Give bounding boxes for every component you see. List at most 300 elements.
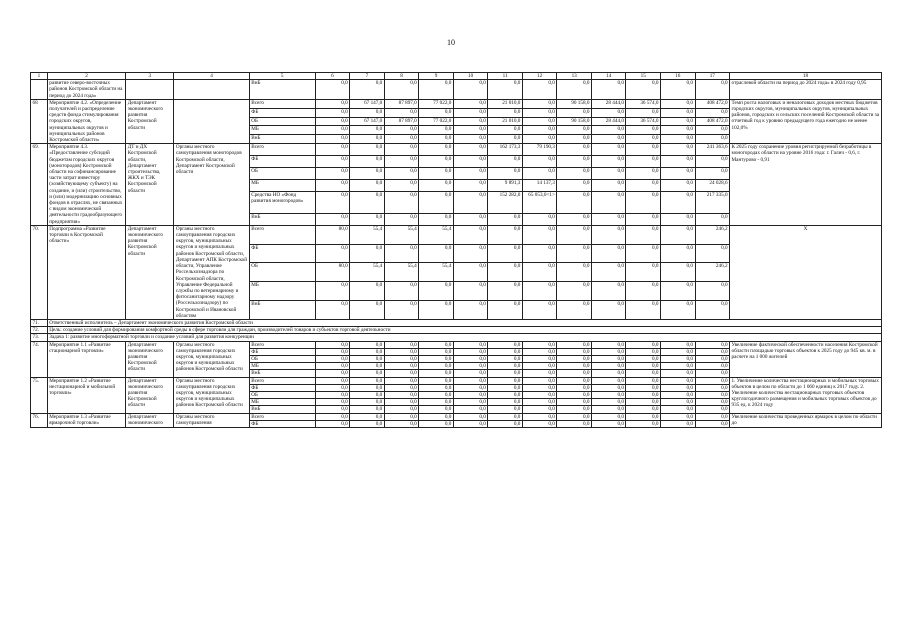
co-executors: Органы местного самоуправления монотородов Костромской области, Департамент Костромской области: [174, 144, 249, 226]
amount-cell: 0,0: [591, 355, 626, 362]
amount-cell: 0,0: [695, 301, 730, 320]
amount-cell: 0,0: [591, 377, 626, 384]
funding-source: ФБ: [249, 348, 315, 355]
amount-cell: 0,0: [591, 225, 626, 244]
amount-cell: 0,0: [315, 144, 350, 156]
amount-cell: 0,0: [350, 363, 385, 370]
amount-cell: 0,0: [350, 391, 385, 398]
amount-cell: 0,0: [488, 301, 523, 320]
amount-cell: 0,0: [557, 399, 592, 406]
column-number: 10: [453, 73, 488, 80]
amount-cell: 90 158,0: [557, 117, 592, 126]
amount-cell: 0,0: [626, 126, 661, 135]
amount-cell: 0,0: [453, 156, 488, 168]
row-number: [31, 80, 48, 100]
amount-cell: 0,0: [350, 413, 385, 420]
amount-cell: 0,0: [384, 213, 419, 225]
responsible-executor: Департамент экономического: [126, 413, 174, 427]
amount-cell: 0,0: [557, 263, 592, 282]
amount-cell: 0,0: [315, 213, 350, 225]
amount-cell: 0,0: [626, 282, 661, 301]
funding-source: ВнБ: [249, 213, 315, 225]
amount-cell: 0,0: [626, 301, 661, 320]
amount-cell: 0,0: [488, 282, 523, 301]
amount-cell: 0,0: [384, 108, 419, 117]
table-row: [31, 144, 882, 156]
amount-cell: 0,0: [453, 126, 488, 135]
amount-cell: 0,0: [522, 391, 557, 398]
row-number: 74.: [31, 341, 48, 377]
amount-cell: 0,0: [522, 399, 557, 406]
amount-cell: 246,2: [695, 263, 730, 282]
amount-cell: 0,0: [453, 282, 488, 301]
funding-source: МБ: [249, 282, 315, 301]
row-number: 70.: [31, 225, 48, 319]
amount-cell: 55,4: [384, 225, 419, 244]
amount-cell: 0,0: [419, 126, 454, 135]
amount-cell: 0,0: [660, 391, 695, 398]
amount-cell: 0,0: [315, 384, 350, 391]
amount-cell: 0,0: [384, 179, 419, 191]
amount-cell: 0,0: [557, 156, 592, 168]
section-text: Цель: создание условий для формирования комфортной среды в сфере торговли для граждан, производителей товаров и субъектов торговой деятельности: [47, 327, 881, 334]
activity-name: Подпрограмма «Развитие торговли в Костромской области»: [47, 225, 126, 319]
amount-cell: 0,0: [453, 406, 488, 413]
amount-cell: 0,0: [660, 301, 695, 320]
funding-source: ОБ: [249, 355, 315, 362]
amount-cell: 0,0: [350, 355, 385, 362]
amount-cell: 0,0: [453, 144, 488, 156]
amount-cell: 0,0: [522, 263, 557, 282]
amount-cell: 0,0: [626, 108, 661, 117]
amount-cell: 0,0: [695, 126, 730, 135]
column-number: 12: [522, 73, 557, 80]
amount-cell: 0,0: [695, 413, 730, 420]
amount-cell: 0,0: [488, 348, 523, 355]
amount-cell: 0,0: [660, 213, 695, 225]
amount-cell: 0,0: [626, 355, 661, 362]
amount-cell: 0,0: [660, 355, 695, 362]
column-number: 18: [730, 73, 882, 80]
funding-source: МБ: [249, 179, 315, 191]
amount-cell: 0,0: [591, 370, 626, 377]
amount-cell: 0,0: [419, 301, 454, 320]
amount-cell: 0,0: [626, 263, 661, 282]
amount-cell: 0,0: [453, 348, 488, 355]
amount-cell: 0,0: [522, 244, 557, 263]
amount-cell: 0,0: [350, 108, 385, 117]
amount-cell: 0,0: [350, 179, 385, 191]
funding-source: ВнБ: [249, 80, 315, 100]
target-indicator: Увеличение фактической обеспеченности населения Костромской области площадью торговых объектов к 2025 году до 945 кв. м. в расчете на 1 000 жителей: [730, 341, 882, 377]
amount-cell: 0,0: [660, 108, 695, 117]
amount-cell: 0,0: [695, 341, 730, 348]
amount-cell: 0,0: [695, 420, 730, 427]
funding-source: Всего: [249, 99, 315, 108]
responsible-executor: Департамент экономического развития Костромской области: [126, 225, 174, 319]
amount-cell: 0,0: [315, 244, 350, 263]
amount-cell: 0,0: [453, 370, 488, 377]
amount-cell: 0,0: [488, 80, 523, 100]
amount-cell: 0,0: [660, 370, 695, 377]
amount-cell: 0,0: [384, 391, 419, 398]
amount-cell: 0,0: [626, 225, 661, 244]
amount-cell: 0,0: [419, 384, 454, 391]
amount-cell: 0,0: [522, 168, 557, 180]
amount-cell: 0,0: [660, 420, 695, 427]
amount-cell: 0,0: [660, 413, 695, 420]
amount-cell: 0,0: [488, 126, 523, 135]
amount-cell: 0,0: [384, 282, 419, 301]
amount-cell: 0,0: [315, 348, 350, 355]
amount-cell: 0,0: [384, 80, 419, 100]
funding-source: МБ: [249, 126, 315, 135]
target-indicator: отраслевой области на период до 2024 года» в 2024 году 0,95: [730, 80, 882, 100]
table-row: [31, 80, 882, 100]
amount-cell: 0,0: [453, 213, 488, 225]
column-number: 8: [384, 73, 419, 80]
activity-name: Мероприятие 4.2. «Определение получателей и распределение средств фонда стимулирования городских округов, муниципальных округов и муниципальных районов Костромской области»: [47, 99, 126, 143]
section-row: [31, 334, 882, 341]
amount-cell: 0,0: [453, 341, 488, 348]
funding-source: ВнБ: [249, 301, 315, 320]
funding-source: МБ: [249, 363, 315, 370]
amount-cell: 0,0: [488, 168, 523, 180]
amount-cell: 0,0: [315, 126, 350, 135]
amount-cell: 0,0: [626, 384, 661, 391]
amount-cell: 0,0: [591, 168, 626, 180]
amount-cell: 0,0: [384, 355, 419, 362]
amount-cell: 0,0: [660, 384, 695, 391]
amount-cell: 0,0: [591, 126, 626, 135]
amount-cell: 0,0: [522, 117, 557, 126]
amount-cell: 87 897,0: [384, 117, 419, 126]
amount-cell: 0,0: [488, 363, 523, 370]
section-text: Ответственный исполнитель – Департамент экономического развития Костромской области: [47, 319, 881, 326]
amount-cell: 0,0: [419, 348, 454, 355]
amount-cell: 0,0: [453, 413, 488, 420]
header-row: [31, 73, 882, 80]
amount-cell: 0,0: [695, 384, 730, 391]
amount-cell: 0,0: [488, 384, 523, 391]
amount-cell: 0,0: [315, 355, 350, 362]
amount-cell: 0,0: [488, 341, 523, 348]
column-number: 9: [419, 73, 454, 80]
amount-cell: 0,0: [453, 399, 488, 406]
target-indicator: 1. Увеличение количества нестационарных и мобильных торговых объектов в целом по области до 1 060 единиц к 2017 году. 2. Увеличение количества нестационарных торговых объектов круглогодичного размещения и мобильных торговых объектов до 935 ед. к 2024 году: [730, 377, 882, 413]
section-row: [31, 319, 882, 326]
amount-cell: 0,0: [522, 420, 557, 427]
amount-cell: 0,0: [660, 244, 695, 263]
amount-cell: 0,0: [384, 420, 419, 427]
amount-cell: 0,0: [350, 420, 385, 427]
amount-cell: 0,0: [695, 135, 730, 144]
funding-source: ОБ: [249, 391, 315, 398]
amount-cell: 0,0: [626, 80, 661, 100]
amount-cell: 0,0: [557, 384, 592, 391]
amount-cell: 0,0: [626, 377, 661, 384]
funding-source: ВнБ: [249, 370, 315, 377]
amount-cell: 0,0: [522, 135, 557, 144]
amount-cell: 0,0: [591, 191, 626, 213]
amount-cell: 0,0: [591, 135, 626, 144]
amount-cell: 0,0: [419, 363, 454, 370]
amount-cell: 0,0: [557, 377, 592, 384]
column-number: 6: [315, 73, 350, 80]
amount-cell: 9 891,3: [488, 179, 523, 191]
funding-source: ФБ: [249, 420, 315, 427]
amount-cell: 0,0: [626, 348, 661, 355]
amount-cell: 0,0: [522, 99, 557, 108]
amount-cell: 0,0: [660, 263, 695, 282]
amount-cell: 0,0: [660, 348, 695, 355]
amount-cell: 0,0: [488, 420, 523, 427]
column-number: 4: [174, 73, 249, 80]
amount-cell: 0,0: [626, 399, 661, 406]
funding-source: ФБ: [249, 108, 315, 117]
amount-cell: 0,0: [695, 168, 730, 180]
row-number: 72.: [31, 327, 48, 334]
amount-cell: 0,0: [557, 420, 592, 427]
amount-cell: 0,0: [350, 191, 385, 213]
amount-cell: 0,0: [660, 126, 695, 135]
amount-cell: 0,0: [488, 377, 523, 384]
amount-cell: 0,0: [419, 108, 454, 117]
amount-cell: 87 897,0: [384, 99, 419, 108]
amount-cell: 0,0: [350, 348, 385, 355]
amount-cell: 0,0: [626, 420, 661, 427]
amount-cell: 0,0: [315, 282, 350, 301]
table-row: [31, 99, 882, 108]
amount-cell: 0,0: [695, 355, 730, 362]
amount-cell: 0,0: [419, 80, 454, 100]
amount-cell: 36 574,0: [626, 117, 661, 126]
row-number: 75.: [31, 377, 48, 413]
amount-cell: 0,0: [350, 301, 385, 320]
amount-cell: 0,0: [315, 301, 350, 320]
amount-cell: 0,0: [626, 135, 661, 144]
amount-cell: 0,0: [384, 301, 419, 320]
amount-cell: 0,0: [626, 213, 661, 225]
amount-cell: 0,0: [419, 370, 454, 377]
amount-cell: 0,0: [626, 179, 661, 191]
amount-cell: 77 022,0: [419, 99, 454, 108]
amount-cell: 0,0: [488, 263, 523, 282]
section-text: Задача 1: развитие многоформатной торговли и создание условий для развития конкуренции: [47, 334, 881, 341]
amount-cell: 162 173,3: [488, 144, 523, 156]
amount-cell: 28 444,0: [591, 117, 626, 126]
amount-cell: 67 147,0: [350, 117, 385, 126]
column-number: 11: [488, 73, 523, 80]
amount-cell: 0,0: [557, 144, 592, 156]
amount-cell: 0,0: [419, 213, 454, 225]
amount-cell: 0,0: [350, 384, 385, 391]
amount-cell: 0,0: [453, 420, 488, 427]
amount-cell: 0,0: [350, 406, 385, 413]
amount-cell: 0,0: [660, 377, 695, 384]
amount-cell: 0,0: [453, 191, 488, 213]
amount-cell: 0,0: [660, 191, 695, 213]
funding-source: Средства НО «Фонд развития моногородов»: [249, 191, 315, 213]
amount-cell: 0,0: [419, 399, 454, 406]
amount-cell: 0,0: [488, 370, 523, 377]
amount-cell: 0,0: [522, 301, 557, 320]
amount-cell: 0,0: [591, 179, 626, 191]
amount-cell: 0,0: [419, 168, 454, 180]
funding-source: ВнБ: [249, 406, 315, 413]
amount-cell: 0,0: [557, 191, 592, 213]
amount-cell: 0,0: [522, 156, 557, 168]
amount-cell: 0,0: [695, 370, 730, 377]
amount-cell: 0,0: [488, 399, 523, 406]
amount-cell: 0,0: [660, 225, 695, 244]
amount-cell: 0,0: [557, 301, 592, 320]
funding-source: ФБ: [249, 384, 315, 391]
amount-cell: 0,0: [350, 282, 385, 301]
amount-cell: 0,0: [626, 168, 661, 180]
column-number: 2: [47, 73, 126, 80]
target-indicator: К 2025 году сохранение уровня регистрируемой безработицы в моногородах области на уровне 2016 года: г. Галич - 0,6, г. Мантурово - 0,91: [730, 144, 882, 226]
amount-cell: 0,0: [522, 370, 557, 377]
amount-cell: 0,0: [557, 225, 592, 244]
amount-cell: 0,0: [557, 80, 592, 100]
amount-cell: 0,0: [453, 391, 488, 398]
amount-cell: 0,0: [488, 156, 523, 168]
amount-cell: 0,0: [626, 363, 661, 370]
amount-cell: 0,0: [557, 370, 592, 377]
amount-cell: 0,0: [626, 341, 661, 348]
amount-cell: 0,0: [557, 406, 592, 413]
amount-cell: 0,0: [419, 341, 454, 348]
table-row: [31, 377, 882, 384]
amount-cell: 0,0: [591, 301, 626, 320]
amount-cell: 0,0: [350, 144, 385, 156]
amount-cell: 0,0: [315, 108, 350, 117]
amount-cell: 0,0: [591, 144, 626, 156]
amount-cell: 0,0: [488, 413, 523, 420]
target-indicator: Темп роста налоговых и неналоговых доходов местных бюджетов городских округов, муниципальных округов, муниципальных районов, городских и сельских поселений Костромской области за отчетный год к уровню предыдущего года ежегодно не менее 102,0%: [730, 99, 882, 143]
column-number: 3: [126, 73, 174, 80]
amount-cell: 0,0: [557, 135, 592, 144]
responsible-executor: ДТ и ДХ Костромской области, Департамент строительства, ЖКХ и ТЭК Костромской области: [126, 144, 174, 226]
section-row: [31, 327, 882, 334]
amount-cell: 0,0: [660, 168, 695, 180]
amount-cell: 0,0: [557, 413, 592, 420]
amount-cell: 0,0: [419, 406, 454, 413]
amount-cell: 36 574,0: [626, 99, 661, 108]
amount-cell: 0,0: [591, 213, 626, 225]
amount-cell: 0,0: [626, 391, 661, 398]
amount-cell: 0,0: [695, 108, 730, 117]
amount-cell: 0,0: [626, 244, 661, 263]
amount-cell: 0,0: [660, 117, 695, 126]
amount-cell: 0,0: [315, 370, 350, 377]
amount-cell: 0,0: [384, 341, 419, 348]
amount-cell: 0,0: [488, 225, 523, 244]
amount-cell: 55,4: [350, 263, 385, 282]
amount-cell: 0,0: [419, 135, 454, 144]
amount-cell: 0,0: [660, 99, 695, 108]
funding-source: ФБ: [249, 244, 315, 263]
funding-source: Всего: [249, 377, 315, 384]
co-executors: Органы местного самоуправления городских округов, муниципальных округов и муниципальных районов Костромской области, Департамент АПК Костромской области, Управление Россельхознадзора по Костромской области, Управление Федеральной службы по ветеринарному и фитосанитарному надзору (Россельхознадзору) по Костромской и Ивановской областям: [174, 225, 249, 319]
amount-cell: 0,0: [350, 370, 385, 377]
amount-cell: 0,0: [488, 406, 523, 413]
amount-cell: 408 472,0: [695, 99, 730, 108]
amount-cell: 0,0: [695, 156, 730, 168]
amount-cell: 0,0: [384, 244, 419, 263]
amount-cell: 0,0: [453, 225, 488, 244]
amount-cell: 0,0: [315, 413, 350, 420]
amount-cell: 0,0: [453, 99, 488, 108]
amount-cell: 0,0: [626, 191, 661, 213]
amount-cell: 0,0: [315, 391, 350, 398]
amount-cell: 0,0: [522, 384, 557, 391]
co-executors: Органы местного самоуправления: [174, 413, 249, 427]
amount-cell: 0,0: [695, 399, 730, 406]
amount-cell: 0,0: [591, 406, 626, 413]
amount-cell: 0,0: [384, 135, 419, 144]
amount-cell: 0,0: [591, 80, 626, 100]
funding-source: Всего: [249, 413, 315, 420]
amount-cell: 0,0: [350, 156, 385, 168]
row-number: 69.: [31, 144, 48, 226]
amount-cell: 0,0: [315, 179, 350, 191]
table-row: [31, 341, 882, 348]
amount-cell: 0,0: [660, 399, 695, 406]
amount-cell: 0,0: [419, 282, 454, 301]
activity-name: Мероприятие 1.2 «Развитие нестационарной и мобильной торговли»: [47, 377, 126, 413]
amount-cell: 0,0: [384, 363, 419, 370]
amount-cell: 0,0: [522, 282, 557, 301]
amount-cell: 0,0: [315, 156, 350, 168]
amount-cell: 55,4: [384, 263, 419, 282]
amount-cell: 0,0: [315, 377, 350, 384]
amount-cell: 0,0: [695, 244, 730, 263]
funding-source: ОБ: [249, 263, 315, 282]
amount-cell: 0,0: [660, 179, 695, 191]
amount-cell: 28 444,0: [591, 99, 626, 108]
amount-cell: 241 363,6: [695, 144, 730, 156]
amount-cell: 67 147,0: [350, 99, 385, 108]
amount-cell: 0,0: [384, 348, 419, 355]
amount-cell: 0,0: [350, 399, 385, 406]
amount-cell: 0,0: [660, 80, 695, 100]
amount-cell: 0,0: [419, 179, 454, 191]
amount-cell: 0,0: [350, 135, 385, 144]
amount-cell: 80,0: [315, 263, 350, 282]
amount-cell: 0,0: [522, 108, 557, 117]
amount-cell: 0,0: [453, 135, 488, 144]
amount-cell: 80,0: [315, 225, 350, 244]
amount-cell: 0,0: [419, 156, 454, 168]
amount-cell: 0,0: [626, 156, 661, 168]
column-number: 1: [31, 73, 48, 80]
amount-cell: 0,0: [557, 168, 592, 180]
amount-cell: 0,0: [488, 213, 523, 225]
column-number: 13: [557, 73, 592, 80]
row-number: 71.: [31, 319, 48, 326]
amount-cell: 0,0: [695, 406, 730, 413]
amount-cell: 0,0: [626, 144, 661, 156]
amount-cell: 0,0: [384, 168, 419, 180]
amount-cell: 55,4: [419, 225, 454, 244]
amount-cell: 0,0: [626, 406, 661, 413]
amount-cell: 0,0: [384, 370, 419, 377]
amount-cell: 0,0: [522, 413, 557, 420]
amount-cell: 0,0: [557, 244, 592, 263]
amount-cell: 0,0: [591, 420, 626, 427]
